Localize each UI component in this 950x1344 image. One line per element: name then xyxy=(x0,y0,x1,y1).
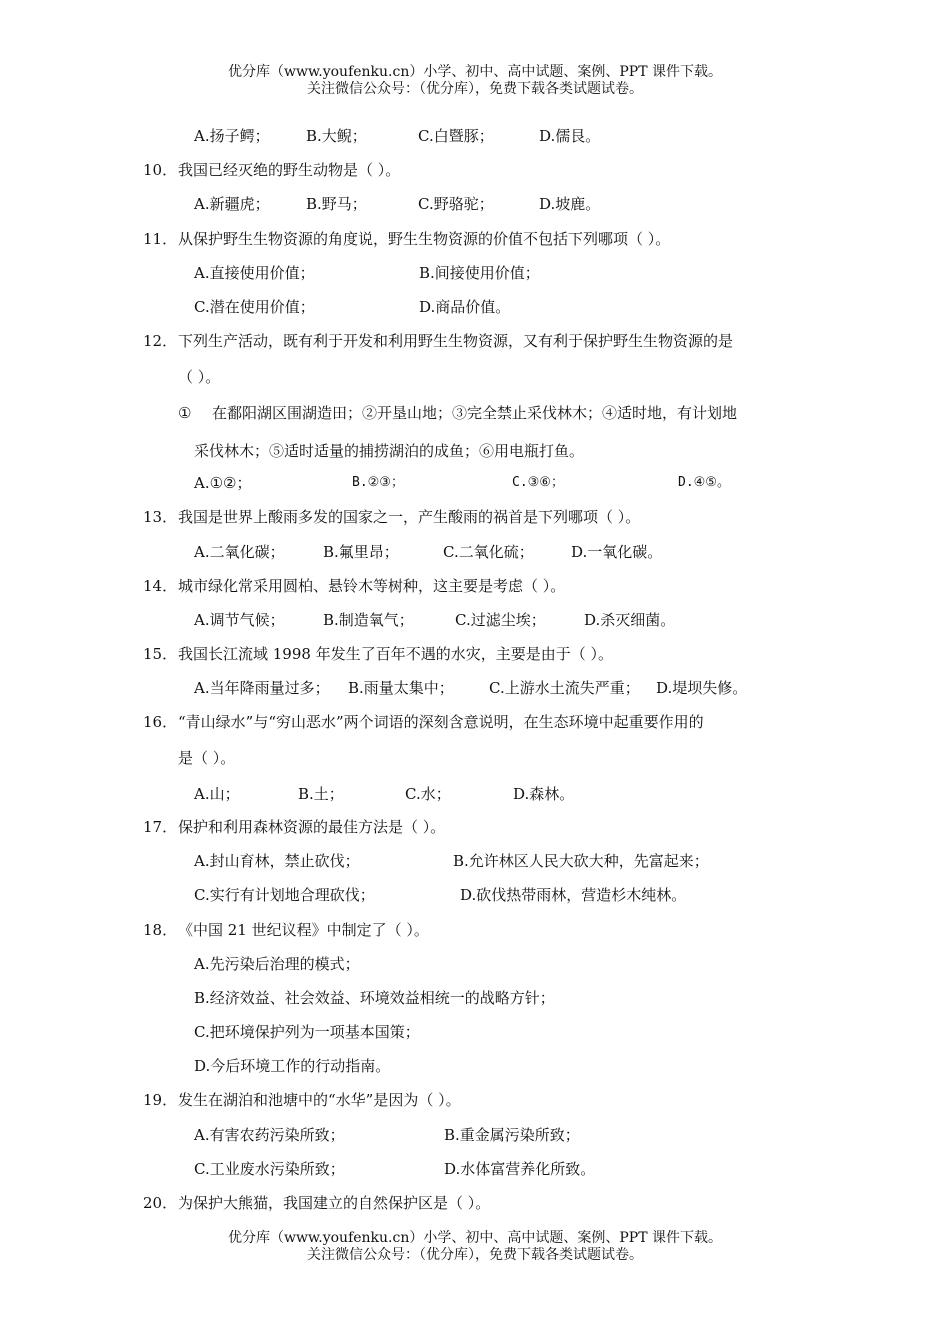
q19-options-row1 xyxy=(0,1122,950,1156)
question-12 xyxy=(0,328,950,364)
q17-options-row2 xyxy=(0,882,950,916)
page-footer xyxy=(0,1230,950,1264)
footer-line-1: 优分库（www.youfenku.cn）小学、初中、高中试题、案例、PPT 课件下载。 xyxy=(227,1230,722,1246)
q17-text: 保护和利用森林资源的最佳方法是（ ）。 xyxy=(178,817,446,836)
q19-option-a: A.有害农药污染所致； xyxy=(194,1125,345,1144)
q19-number: 19． xyxy=(143,1091,178,1110)
q11-options-row1 xyxy=(0,260,950,294)
q12-option-c: C.③⑥； xyxy=(512,475,564,491)
page-header xyxy=(0,64,950,98)
q15-option-b: B.雨量太集中； xyxy=(348,679,454,698)
q13-text: 我国是世界上酸雨多发的国家之一，产生酸雨的祸首是下列哪项（ ）。 xyxy=(178,508,641,527)
q17-option-c: C.实行有计划地合理砍伐； xyxy=(194,886,375,905)
q11-option-b: B.间接使用价值； xyxy=(419,263,540,282)
q11-option-c: C.潜在使用价值； xyxy=(194,297,315,316)
question-17 xyxy=(0,814,950,848)
q16-option-d: D.森林。 xyxy=(513,785,575,804)
q19-option-d: D.水体富营养化所致。 xyxy=(444,1159,596,1178)
q10-option-a: A.新疆虎； xyxy=(194,195,270,214)
question-11 xyxy=(0,226,950,260)
q10-option-c: C.野骆驼； xyxy=(418,195,494,214)
q11-text: 从保护野生生物资源的角度说，野生生物资源的价值不包括下列哪项（ ）。 xyxy=(178,229,671,248)
q10-number: 10． xyxy=(143,161,178,180)
question-19 xyxy=(0,1087,950,1121)
q12-statement-line-1: 在鄱阳湖区围湖造田；②开垦山地；③完全禁止采伐林木；④适时地，有计划地 xyxy=(212,404,738,423)
q16-option-b: B.土； xyxy=(298,785,344,804)
q18-option-c: C.把环境保护列为一项基本国策； xyxy=(194,1023,420,1042)
q14-option-a: A.调节气候； xyxy=(194,610,285,629)
q15-option-c: C.上游水土流失严重； xyxy=(489,679,640,698)
q14-option-b: B.制造氧气； xyxy=(323,610,414,629)
q9-options xyxy=(0,123,950,157)
q13-number: 13． xyxy=(143,508,178,527)
q20-text: 为保护大熊猫，我国建立的自然保护区是（ ）。 xyxy=(178,1194,491,1212)
q14-option-c: C.过滤尘埃； xyxy=(455,610,546,629)
q19-option-b: B.重金属污染所致； xyxy=(444,1125,580,1144)
q18-number: 18． xyxy=(143,920,178,939)
question-14 xyxy=(0,573,950,607)
q15-option-a: A.当年降雨量过多； xyxy=(194,679,330,698)
q11-option-d: D.商品价值。 xyxy=(419,297,511,316)
q12-number: 12． xyxy=(143,332,178,351)
q19-option-c: C.工业废水污染所致； xyxy=(194,1159,345,1178)
q16-text: “青山绿水”与“穷山恶水”两个词语的深刻含意说明，在生态环境中起重要作用的 xyxy=(178,713,704,732)
q13-option-a: A.二氧化碳； xyxy=(194,542,285,561)
q14-option-d: D.杀灭细菌。 xyxy=(584,610,676,629)
footer-line-2: 关注微信公众号：（优分库），免费下载各类试题试卷。 xyxy=(307,1247,643,1263)
q12-statement-line-2: 采伐林木；⑤适时适量的捕捞湖泊的成鱼；⑥用电瓶打鱼。 xyxy=(194,442,585,461)
question-list xyxy=(0,123,950,1224)
q19-text: 发生在湖泊和池塘中的“水华”是因为（ ）。 xyxy=(178,1091,461,1110)
q12-option-a: A.①②； xyxy=(194,474,252,493)
question-10 xyxy=(0,157,950,191)
q19-options-row2 xyxy=(0,1156,950,1190)
q17-option-b: B.允许林区人民大砍大种，先富起来； xyxy=(453,852,709,871)
q10-option-d: D.坡鹿。 xyxy=(539,195,601,214)
question-15 xyxy=(0,641,950,675)
q13-option-b: B.氟里昂； xyxy=(323,542,399,561)
q9-option-d: D.儒艮。 xyxy=(539,127,601,145)
q12-text-continued: （ ）。 xyxy=(178,368,221,387)
q12-options xyxy=(0,470,950,504)
q9-option-b: B.大鲵； xyxy=(306,127,367,145)
q17-number: 17． xyxy=(143,817,178,836)
question-18 xyxy=(0,917,950,951)
q11-number: 11． xyxy=(143,229,178,248)
q11-option-a: A.直接使用价值； xyxy=(194,263,315,282)
q11-options-row2 xyxy=(0,294,950,328)
q12-statement-marker: ① xyxy=(178,404,192,423)
question-13 xyxy=(0,504,950,538)
q13-options xyxy=(0,539,950,573)
q13-option-c: C.二氧化硫； xyxy=(443,542,534,561)
q12-text: 下列生产活动，既有利于开发和利用野生生物资源，又有利于保护野生生物资源的是 xyxy=(178,332,734,351)
q16-options xyxy=(0,781,950,814)
q15-number: 15． xyxy=(143,645,178,664)
q15-option-d: D.堤坝失修。 xyxy=(656,679,748,698)
q12-option-d: D.④⑤。 xyxy=(678,475,730,491)
q10-option-b: B.野马； xyxy=(306,195,367,214)
q20-number: 20． xyxy=(143,1194,178,1212)
q12-statements xyxy=(0,400,950,438)
q18-text: 《中国 21 世纪议程》中制定了（ ）。 xyxy=(178,920,429,939)
q18-option-d: D.今后环境工作的行动指南。 xyxy=(194,1057,391,1076)
q16-option-c: C.水； xyxy=(405,785,451,804)
q15-options xyxy=(0,675,950,709)
q14-number: 14． xyxy=(143,576,178,595)
q18-option-a: A.先污染后治理的模式； xyxy=(194,954,360,973)
q16-text-continued: 是（ ）。 xyxy=(178,749,236,768)
q14-options xyxy=(0,607,950,641)
q18-option-b: B.经济效益、社会效益、环境效益相统一的战略方针； xyxy=(194,988,555,1007)
q16-option-a: A.山； xyxy=(194,785,240,804)
q10-options xyxy=(0,191,950,225)
q16-number: 16． xyxy=(143,713,178,732)
header-line-1: 优分库（www.youfenku.cn）小学、初中、高中试题、案例、PPT 课件下载。 xyxy=(227,64,722,80)
q17-options-row1 xyxy=(0,848,950,882)
q12-option-b: B.②③； xyxy=(352,475,404,491)
q9-option-a: A.扬子鳄； xyxy=(194,127,270,145)
question-16 xyxy=(0,709,950,745)
q15-text: 我国长江流域 1998 年发生了百年不遇的水灾，主要是由于（ ）。 xyxy=(178,645,613,664)
question-20 xyxy=(0,1190,950,1224)
q9-option-c: C.白暨豚； xyxy=(418,127,494,145)
q14-text: 城市绿化常采用圆柏、悬铃木等树种，这主要是考虑（ ）。 xyxy=(178,576,566,595)
q13-option-d: D.一氧化碳。 xyxy=(571,542,663,561)
q10-text: 我国已经灭绝的野生动物是（ ）。 xyxy=(178,161,401,180)
header-line-2: 关注微信公众号：（优分库），免费下载各类试题试卷。 xyxy=(307,81,643,97)
q17-option-d: D.砍伐热带雨林，营造杉木纯林。 xyxy=(460,886,687,905)
q17-option-a: A.封山育林，禁止砍伐； xyxy=(194,852,360,871)
